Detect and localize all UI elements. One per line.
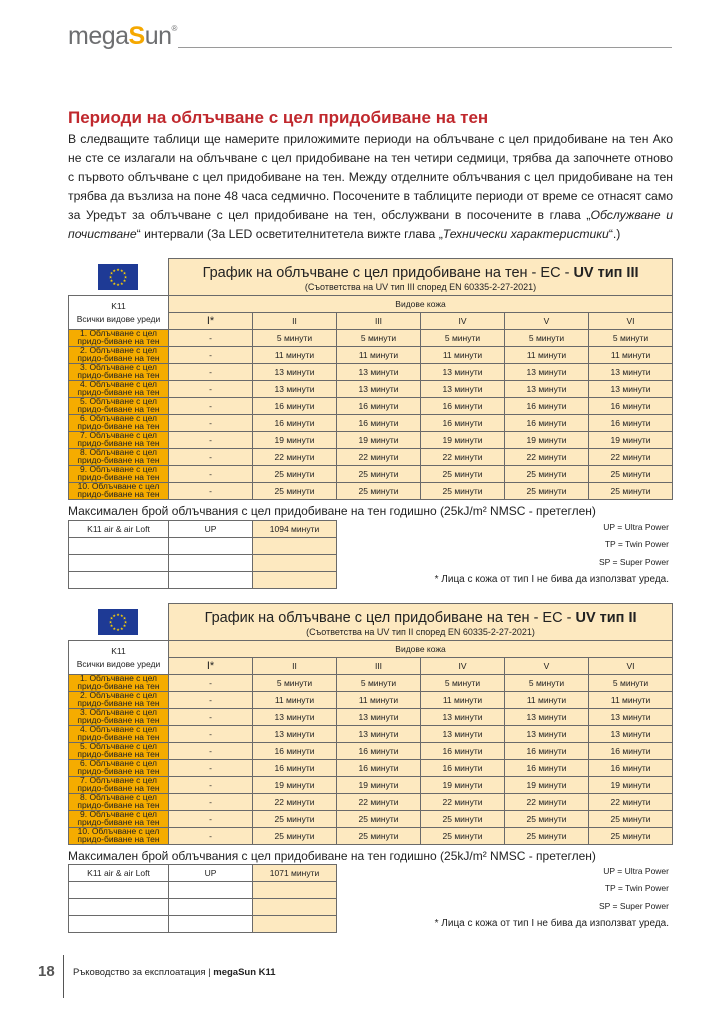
max-sessions-cell [253, 916, 337, 933]
max-sessions-cell [69, 882, 169, 899]
session-duration: 11 минути [421, 692, 505, 709]
session-duration: 25 минути [589, 466, 673, 483]
svg-text:★: ★ [109, 615, 114, 621]
session-duration: 25 минути [505, 828, 589, 845]
session-duration: 13 минути [337, 709, 421, 726]
svg-text:★: ★ [122, 622, 127, 628]
max-sessions-cell [69, 572, 169, 589]
svg-text:★: ★ [112, 267, 117, 273]
session-duration: 13 минути [421, 364, 505, 381]
svg-text:★: ★ [120, 612, 124, 618]
table-row [69, 415, 673, 432]
session-label: 6. Облъчване с цел придо-биване на тен [69, 415, 169, 432]
svg-text:★: ★ [122, 277, 127, 283]
skin-type-header: III [337, 658, 421, 675]
session-duration: 19 минути [589, 432, 673, 449]
skin-type-header: II [253, 313, 337, 330]
svg-text:★: ★ [112, 280, 117, 286]
table-row [69, 398, 673, 415]
max-sessions-cell [69, 916, 169, 933]
session-duration: 16 минути [253, 760, 337, 777]
session-duration: - [169, 811, 253, 828]
session-duration: - [169, 364, 253, 381]
session-label: 10. Облъчване с цел придо-биване на тен [69, 483, 169, 500]
session-duration: 16 минути [505, 398, 589, 415]
session-duration: 16 минути [337, 760, 421, 777]
max-sessions-cell: K11 air & air Loft [69, 865, 169, 882]
svg-text:★: ★ [120, 280, 124, 286]
skin-type-header: II [253, 658, 337, 675]
session-duration: 25 минути [253, 483, 337, 500]
table-row [69, 432, 673, 449]
session-duration: 25 минути [505, 466, 589, 483]
table-row [69, 828, 673, 845]
session-duration: 19 минути [337, 432, 421, 449]
session-duration: 16 минути [421, 743, 505, 760]
session-label: 8. Облъчване с цел придо-биване на тен [69, 449, 169, 466]
session-label: 9. Облъчване с цел придо-биване на тен [69, 466, 169, 483]
session-duration: 19 минути [421, 777, 505, 794]
svg-text:★: ★ [109, 277, 114, 283]
table-row [69, 449, 673, 466]
svg-text:★: ★ [116, 281, 121, 287]
session-duration: 11 минути [337, 347, 421, 364]
session-duration: 16 минути [505, 760, 589, 777]
session-duration: 16 минути [589, 743, 673, 760]
session-duration: 25 минути [505, 483, 589, 500]
session-duration: 13 минути [505, 709, 589, 726]
max-sessions-cell [253, 538, 337, 555]
legend-item: SP = Super Power [598, 556, 669, 567]
table-row [69, 882, 337, 899]
session-duration: 13 минути [589, 381, 673, 398]
max-sessions-cell: UP [169, 865, 253, 882]
session-duration: 25 минути [505, 811, 589, 828]
footer-divider [63, 955, 64, 998]
table-row [69, 899, 337, 916]
max-sessions-cell [169, 882, 253, 899]
schedule-header: График на облъчване с цел придобиване на тен - ЕС - UV тип II (Съответства на UV тип II според EN 60335-2-27-2021) [169, 604, 673, 641]
session-duration: 11 минути [589, 692, 673, 709]
page-title: Периоди на облъчване с цел придобиване на тен [68, 108, 489, 127]
intro-paragraph: В следващите таблици ще намерите приложимите периоди на облъчване с цел придобиване на тен Ако не сте се излагали на облъчване с цел придобиване на тен четири седмици, трябва да започнете отново с първото облъчване с цел придобиване на тен. Между отделните облъчвания с цел придобиване на тен трябва да възлиза на поне 48 часа седмично. Посочените в таблиците периоди от време се отнасят само за Уредът за облъчване с цел придобиване на тен, обслужвани в посочените в глава „Обслужване и почистване“ интервали (За LED осветителнитетела вижте глава „Технически характеристики“.) [68, 132, 673, 241]
session-duration: 13 минути [421, 726, 505, 743]
session-duration: 22 минути [589, 449, 673, 466]
session-label: 1. Облъчване с цел придо-биване на тен [69, 675, 169, 692]
table-row [69, 572, 337, 589]
table-row [69, 916, 337, 933]
session-duration: 25 минути [253, 811, 337, 828]
session-duration: 13 минути [253, 364, 337, 381]
svg-text:★: ★ [120, 625, 124, 631]
session-duration: 19 минути [253, 432, 337, 449]
max-sessions-table [68, 520, 337, 589]
svg-text:★: ★ [109, 622, 114, 628]
skin-type-note: * Лица с кожа от тип I не бива да използват уреда. [434, 917, 669, 929]
eu-flag-icon [98, 264, 138, 290]
header-rule [178, 47, 672, 48]
session-duration: 13 минути [589, 726, 673, 743]
session-duration: - [169, 692, 253, 709]
session-duration: 22 минути [421, 449, 505, 466]
session-duration: 11 минути [253, 692, 337, 709]
schedule-table-uv-iii [68, 258, 672, 500]
session-duration: 25 минути [253, 466, 337, 483]
session-duration: 22 минути [421, 794, 505, 811]
session-duration: 16 минути [589, 415, 673, 432]
eu-flag [69, 259, 169, 296]
session-duration: 5 минути [337, 330, 421, 347]
svg-text:★: ★ [120, 267, 124, 273]
session-duration: 22 минути [253, 794, 337, 811]
session-duration: 5 минути [589, 675, 673, 692]
table-row [69, 466, 673, 483]
table-row [69, 811, 673, 828]
skin-type-header: III [337, 313, 421, 330]
skin-type-header: IV [421, 658, 505, 675]
session-duration: 19 минути [589, 777, 673, 794]
session-duration: 25 минути [421, 828, 505, 845]
session-duration: 25 минути [253, 828, 337, 845]
session-duration: - [169, 675, 253, 692]
session-duration: - [169, 330, 253, 347]
skin-type-note: * Лица с кожа от тип I не бива да използват уреда. [434, 573, 669, 585]
session-duration: 22 минути [337, 449, 421, 466]
page-number: 18 [38, 963, 55, 980]
session-duration: 13 минути [253, 709, 337, 726]
max-sessions-cell: 1071 минути [253, 865, 337, 882]
session-duration: 25 минути [337, 828, 421, 845]
session-duration: 16 минути [253, 415, 337, 432]
skin-type-header: I* [169, 658, 253, 675]
session-duration: 11 минути [253, 347, 337, 364]
table-row [69, 794, 673, 811]
session-duration: 13 минути [505, 381, 589, 398]
legend-item: SP = Super Power [598, 900, 669, 911]
session-duration: - [169, 483, 253, 500]
session-label: 4. Облъчване с цел придо-биване на тен [69, 726, 169, 743]
eu-flag-icon [98, 609, 138, 635]
table-row [69, 777, 673, 794]
svg-text:★: ★ [122, 270, 127, 276]
session-duration: 13 минути [337, 381, 421, 398]
power-legend [435, 519, 669, 588]
device-label: K11 Всички видове уреди [69, 641, 169, 675]
svg-text:★: ★ [123, 619, 128, 625]
max-sessions-cell [253, 572, 337, 589]
session-duration: - [169, 466, 253, 483]
session-duration: 22 минути [337, 794, 421, 811]
session-label: 5. Облъчване с цел придо-биване на тен [69, 398, 169, 415]
session-duration: 13 минути [505, 364, 589, 381]
max-sessions-cell: UP [169, 521, 253, 538]
session-duration: 16 минути [337, 743, 421, 760]
session-label: 4. Облъчване с цел придо-биване на тен [69, 381, 169, 398]
session-duration: 13 минути [337, 726, 421, 743]
table-row [69, 347, 673, 364]
session-duration: 16 минути [337, 415, 421, 432]
session-label: 7. Облъчване с цел придо-биване на тен [69, 432, 169, 449]
table-row [69, 364, 673, 381]
session-duration: 13 минути [421, 381, 505, 398]
session-duration: 11 минути [421, 347, 505, 364]
session-label: 2. Облъчване с цел придо-биване на тен [69, 347, 169, 364]
max-sessions-cell [169, 555, 253, 572]
max-sessions-cell [169, 572, 253, 589]
skin-type-header: VI [589, 658, 673, 675]
max-sessions-cell [253, 882, 337, 899]
session-duration: - [169, 449, 253, 466]
max-sessions-cell [69, 538, 169, 555]
session-duration: 13 минути [589, 709, 673, 726]
max-sessions-label: Максимален брой облъчвания с цел придобиване на тен годишно (25kJ/m² NMSC - претеглен) [68, 849, 596, 863]
max-sessions-cell [69, 899, 169, 916]
session-duration: 13 минути [505, 726, 589, 743]
legend-item: TP = Twin Power [604, 539, 669, 550]
session-duration: 5 минути [505, 330, 589, 347]
session-duration: 25 минути [421, 483, 505, 500]
svg-text:★: ★ [116, 626, 121, 632]
eu-flag [69, 604, 169, 641]
session-duration: 22 минути [505, 449, 589, 466]
max-sessions-cell [69, 555, 169, 572]
session-duration: - [169, 777, 253, 794]
session-duration: 13 минути [337, 364, 421, 381]
svg-text:★: ★ [112, 612, 117, 618]
table-row [69, 760, 673, 777]
session-duration: 11 минути [589, 347, 673, 364]
max-sessions-cell: K11 air & air Loft [69, 521, 169, 538]
session-duration: - [169, 760, 253, 777]
session-duration: - [169, 743, 253, 760]
session-duration: 13 минути [253, 381, 337, 398]
svg-text:★: ★ [108, 619, 113, 625]
session-duration: 19 минути [253, 777, 337, 794]
max-sessions-label: Максимален брой облъчвания с цел придобиване на тен годишно (25kJ/m² NMSC - претеглен) [68, 504, 596, 518]
max-sessions-cell [253, 555, 337, 572]
session-duration: 25 минути [337, 483, 421, 500]
session-label: 3. Облъчване с цел придо-биване на тен [69, 709, 169, 726]
session-label: 9. Облъчване с цел придо-биване на тен [69, 811, 169, 828]
session-duration: 5 минути [505, 675, 589, 692]
session-duration: - [169, 794, 253, 811]
svg-text:★: ★ [108, 274, 113, 280]
session-duration: 22 минути [253, 449, 337, 466]
svg-text:★: ★ [109, 270, 114, 276]
session-duration: - [169, 347, 253, 364]
session-duration: - [169, 398, 253, 415]
table-row [69, 555, 337, 572]
session-duration: 11 минути [505, 347, 589, 364]
session-duration: 25 минути [589, 828, 673, 845]
session-duration: 16 минути [253, 743, 337, 760]
session-duration: 25 минути [337, 811, 421, 828]
session-duration: 13 минути [589, 364, 673, 381]
session-label: 6. Облъчване с цел придо-биване на тен [69, 760, 169, 777]
skin-type-header: V [505, 313, 589, 330]
svg-text:★: ★ [116, 611, 121, 617]
schedule-table-uv-ii [68, 603, 672, 845]
session-duration: 5 минути [253, 330, 337, 347]
session-duration: 16 минути [505, 415, 589, 432]
megasun-logo: megaSun® [68, 22, 177, 50]
table-row [69, 538, 337, 555]
table-row [69, 381, 673, 398]
table-row [69, 483, 673, 500]
session-duration: 5 минути [421, 330, 505, 347]
session-duration: 25 минути [589, 483, 673, 500]
skin-type-header: VI [589, 313, 673, 330]
skin-type-header: V [505, 658, 589, 675]
session-label: 3. Облъчване с цел придо-биване на тен [69, 364, 169, 381]
svg-text:★: ★ [123, 274, 128, 280]
power-legend [435, 863, 669, 932]
session-duration: 19 минути [505, 777, 589, 794]
session-duration: 16 минути [421, 398, 505, 415]
skin-type-header: I* [169, 313, 253, 330]
legend-item: UP = Ultra Power [603, 866, 669, 876]
svg-text:★: ★ [112, 625, 117, 631]
max-sessions-cell [169, 899, 253, 916]
session-duration: 11 минути [337, 692, 421, 709]
svg-text:★: ★ [116, 266, 121, 272]
session-duration: 13 минути [421, 709, 505, 726]
table-row [69, 692, 673, 709]
session-duration: - [169, 432, 253, 449]
session-duration: 16 минути [253, 398, 337, 415]
session-duration: 25 минути [421, 811, 505, 828]
session-label: 2. Облъчване с цел придо-биване на тен [69, 692, 169, 709]
svg-text:★: ★ [122, 615, 127, 621]
session-duration: 16 минути [421, 760, 505, 777]
session-duration: 19 минути [505, 432, 589, 449]
session-duration: 19 минути [337, 777, 421, 794]
max-sessions-cell [253, 899, 337, 916]
session-label: 5. Облъчване с цел придо-биване на тен [69, 743, 169, 760]
table-row [69, 726, 673, 743]
max-sessions-table [68, 864, 337, 933]
max-sessions-cell: 1094 минути [253, 521, 337, 538]
session-duration: 16 минути [589, 760, 673, 777]
table-row [69, 865, 337, 882]
session-duration: 22 минути [505, 794, 589, 811]
session-duration: - [169, 709, 253, 726]
session-duration: - [169, 726, 253, 743]
table-row [69, 709, 673, 726]
session-duration: 13 минути [253, 726, 337, 743]
skin-type-header: IV [421, 313, 505, 330]
session-label: 10. Облъчване с цел придо-биване на тен [69, 828, 169, 845]
session-duration: - [169, 381, 253, 398]
session-duration: 25 минути [589, 811, 673, 828]
session-label: 8. Облъчване с цел придо-биване на тен [69, 794, 169, 811]
session-duration: 22 минути [589, 794, 673, 811]
session-duration: 16 минути [589, 398, 673, 415]
session-duration: 25 минути [337, 466, 421, 483]
session-duration: 11 минути [505, 692, 589, 709]
session-duration: 16 минути [505, 743, 589, 760]
session-duration: 5 минути [337, 675, 421, 692]
max-sessions-cell [169, 916, 253, 933]
skin-types-header: Видове кожа [169, 641, 673, 658]
session-duration: - [169, 415, 253, 432]
session-label: 7. Облъчване с цел придо-биване на тен [69, 777, 169, 794]
session-duration: - [169, 828, 253, 845]
session-duration: 16 минути [337, 398, 421, 415]
table-row [69, 521, 337, 538]
device-label: K11 Всички видове уреди [69, 296, 169, 330]
session-duration: 16 минути [421, 415, 505, 432]
session-duration: 25 минути [421, 466, 505, 483]
session-duration: 5 минути [421, 675, 505, 692]
session-duration: 19 минути [421, 432, 505, 449]
skin-types-header: Видове кожа [169, 296, 673, 313]
legend-item: UP = Ultra Power [603, 522, 669, 532]
session-duration: 5 минути [589, 330, 673, 347]
session-duration: 5 минути [253, 675, 337, 692]
footer-text: Ръководство за експлоатация | megaSun K11 [73, 967, 276, 978]
max-sessions-cell [169, 538, 253, 555]
legend-item: TP = Twin Power [604, 883, 669, 894]
table-row [69, 675, 673, 692]
schedule-header: График на облъчване с цел придобиване на тен - ЕС - UV тип III (Съответства на UV тип III според EN 60335-2-27-2021) [169, 259, 673, 296]
table-row [69, 330, 673, 347]
table-row [69, 743, 673, 760]
session-label: 1. Облъчване с цел придо-биване на тен [69, 330, 169, 347]
